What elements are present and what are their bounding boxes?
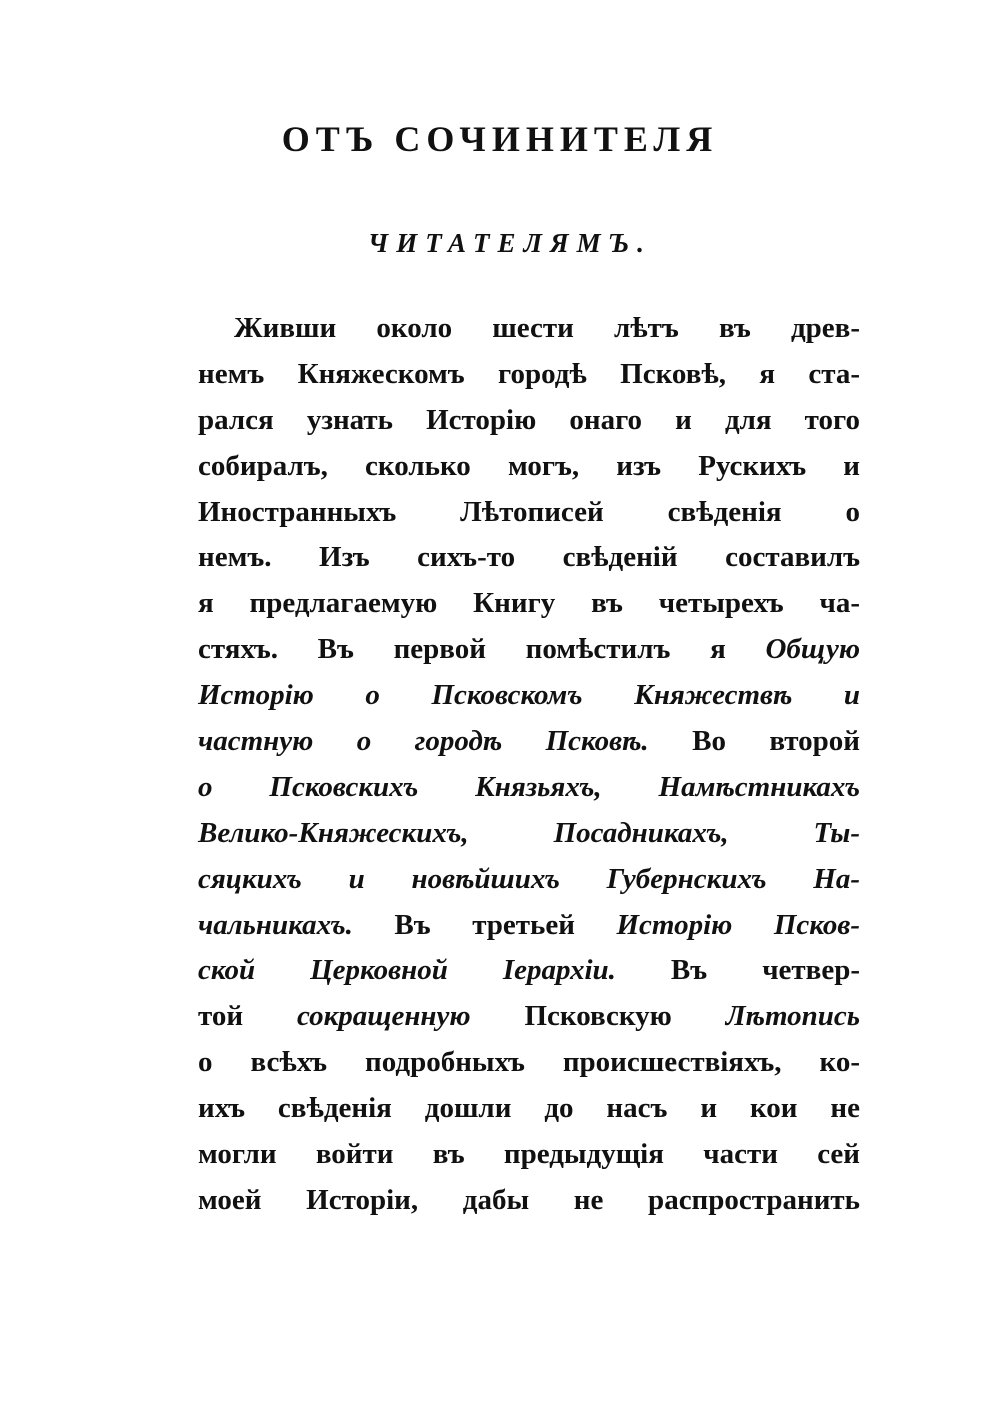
- text-segment: Во второй: [648, 725, 861, 758]
- text-segment: Псковскую: [524, 1000, 726, 1033]
- text-segment: немъ Княжескомъ городѣ Псковѣ, я ста-: [198, 357, 860, 390]
- text-line: [198, 948, 860, 994]
- text-line: [198, 444, 860, 490]
- italic-text: Общую: [765, 633, 860, 666]
- text-segment: стяхъ. Въ первой помѣстилъ я: [198, 633, 766, 666]
- text-line: [198, 1178, 860, 1224]
- text-line: [198, 994, 860, 1040]
- italic-text: Велико-Княжескихъ, Посадникахъ, Ты-: [198, 816, 860, 849]
- italic-text: Исторію о Псковскомъ Княжествѣ и: [198, 679, 860, 712]
- text-segment: Въ четвер-: [615, 954, 860, 987]
- italic-text: ской Церковной Іерархіи.: [198, 954, 616, 987]
- text-line: [198, 535, 860, 581]
- text-segment: о всѣхъ подробныхъ происшествіяхъ, ко-: [198, 1046, 860, 1079]
- text-line: [198, 352, 860, 398]
- text-line: [198, 398, 860, 444]
- text-segment: ихъ свѣденія дошли до насъ и кои не: [198, 1092, 860, 1125]
- italic-text: Лѣтопись: [725, 1000, 860, 1033]
- text-line: [198, 1040, 860, 1086]
- text-segment: той: [198, 1000, 297, 1033]
- italic-text: сокращенную: [296, 1000, 525, 1033]
- italic-text: чальникахъ.: [198, 908, 353, 941]
- text-line: [198, 306, 860, 352]
- text-segment: Въ третьей: [352, 908, 617, 941]
- text-segment: Живши около шести лѣтъ въ древ-: [234, 312, 860, 344]
- text-segment: я предлагаемую Книгу въ четырехъ ча-: [198, 587, 860, 620]
- text-line: [198, 857, 860, 903]
- chapter-title: ОТЪ СОЧИНИТЕЛЯ: [281, 119, 719, 159]
- italic-text: о Псковскихъ Князьяхъ, Намѣстникахъ: [198, 770, 860, 803]
- text-line: [198, 490, 860, 536]
- text-segment: собиралъ, сколько могъ, изъ Рускихъ и: [198, 449, 860, 482]
- italic-text: Исторію Псков-: [616, 908, 861, 941]
- body-text: [198, 306, 860, 1224]
- text-line: [198, 765, 860, 811]
- text-segment: Иностранныхъ Лѣтописей свѣденія о: [198, 495, 860, 528]
- chapter-subtitle: ЧИТАТЕЛЯМЪ.: [368, 228, 652, 258]
- text-segment: рался узнать Исторію онаго и для того: [198, 403, 860, 436]
- text-line: [198, 1086, 860, 1132]
- text-line: [198, 1132, 860, 1178]
- text-segment: немъ. Изъ сихъ-то свѣденій составилъ: [198, 541, 860, 574]
- italic-text: частную о городѣ Псковѣ.: [198, 725, 649, 758]
- text-line: [198, 627, 860, 673]
- text-line: [198, 903, 860, 949]
- text-line: [198, 811, 860, 857]
- italic-text: сяцкихъ и новѣйшихъ Губернскихъ На-: [198, 862, 860, 895]
- text-line: [198, 581, 860, 627]
- text-segment: моей Исторіи, дабы не распространить: [198, 1183, 860, 1216]
- text-line: [198, 673, 860, 719]
- text-segment: могли войти въ предыдущія части сей: [198, 1138, 860, 1171]
- text-line: [198, 719, 860, 765]
